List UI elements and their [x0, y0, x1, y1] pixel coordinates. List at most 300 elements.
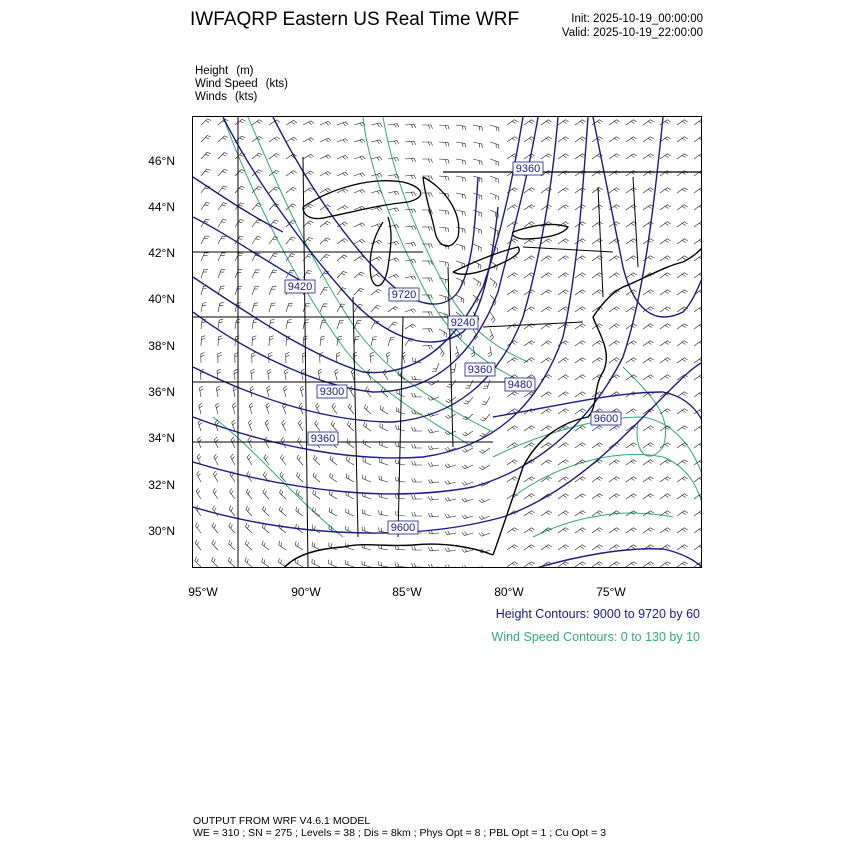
- field-unit: (m): [236, 65, 254, 77]
- wind-barb: [507, 545, 518, 550]
- wind-barb: [269, 170, 279, 176]
- wind-barb: [320, 121, 331, 125]
- wind-barb: [269, 270, 277, 278]
- init-time: Init: 2025-10-19_00:00:00: [571, 13, 703, 25]
- wind-barb: [264, 437, 269, 448]
- wind-barb: [235, 186, 245, 193]
- wind-barb: [643, 290, 654, 295]
- great-lakes-huron: [423, 177, 459, 246]
- wind-barb: [286, 303, 293, 312]
- svg-text:9420: 9420: [287, 281, 313, 293]
- wind-barb: [280, 455, 286, 466]
- wind-barb: [575, 120, 586, 125]
- wind-barb: [643, 205, 654, 210]
- wind-barb: [507, 426, 518, 431]
- wind-barb: [235, 270, 243, 278]
- wind-barb: [592, 562, 603, 567]
- wind-barb: [677, 188, 688, 193]
- wind-barb: [479, 448, 490, 453]
- wind-barb: [660, 358, 671, 363]
- wind-barb: [298, 420, 303, 431]
- wind-barb: [314, 455, 321, 465]
- wind-barb: [267, 386, 271, 397]
- wind-barb: [230, 488, 235, 499]
- wind-barb: [412, 512, 422, 516]
- wind-barb: [228, 557, 235, 567]
- wind-barb: [347, 439, 354, 448]
- wind-barb: [364, 404, 371, 414]
- wind-barb: [232, 420, 236, 431]
- wind-barb: [439, 125, 449, 129]
- wind-barb: [626, 494, 637, 499]
- svg-text:9720: 9720: [391, 289, 417, 301]
- wind-barb: [507, 205, 518, 210]
- wind-barb: [262, 558, 269, 567]
- wind-barb: [405, 276, 416, 280]
- svg-text:9480: 9480: [507, 379, 533, 391]
- state-border: [483, 322, 583, 327]
- wind-barb: [694, 137, 702, 142]
- wind-barb: [575, 528, 586, 533]
- wind-barb: [269, 187, 279, 193]
- height-contour: [193, 117, 541, 392]
- wind-barb: [388, 241, 399, 245]
- wind-barb: [286, 187, 296, 193]
- wind-barb: [575, 341, 586, 346]
- wind-barb: [337, 271, 347, 278]
- wind-barb: [201, 169, 211, 176]
- wind-barb: [197, 471, 201, 482]
- wind-barb: [320, 352, 324, 363]
- wind-barb: [388, 322, 397, 329]
- wind-barb: [660, 409, 671, 414]
- wind-barb: [388, 191, 399, 195]
- wind-barb: [626, 239, 637, 244]
- wind-barb: [336, 352, 340, 363]
- wind-barb: [388, 307, 399, 313]
- wind-barb: [643, 222, 654, 227]
- wind-barb: [677, 137, 688, 142]
- wind-barb: [558, 205, 569, 210]
- wind-barb: [558, 290, 569, 295]
- wind-barb: [575, 392, 586, 397]
- wind-barb: [346, 456, 354, 465]
- wind-barb: [464, 397, 473, 404]
- wind-barb: [694, 528, 702, 533]
- lat-label-46: 46°N: [148, 154, 175, 168]
- wind-barb: [354, 156, 365, 160]
- wind-barb: [609, 375, 620, 380]
- wind-barb: [445, 565, 456, 569]
- wind-barb: [280, 489, 287, 499]
- wind-barb: [201, 236, 209, 244]
- wind-barb: [445, 548, 456, 552]
- svg-text:9360: 9360: [467, 364, 493, 376]
- wind-barb: [412, 376, 422, 380]
- wind-barb: [592, 426, 603, 431]
- lon-label-90: 90°W: [291, 585, 321, 599]
- wind-barb: [246, 523, 253, 533]
- wind-contour: [363, 117, 513, 377]
- wind-barb: [216, 386, 220, 397]
- wind-barb: [245, 558, 252, 568]
- plot-title: IWFAQRP Eastern US Real Time WRF: [190, 9, 520, 30]
- wind-barb: [345, 560, 354, 567]
- wind-barb: [269, 287, 276, 295]
- wind-barb: [677, 239, 688, 244]
- wind-barb: [643, 358, 654, 363]
- wind-barb: [265, 420, 269, 431]
- wind-barb: [507, 120, 518, 125]
- wind-barb: [252, 336, 256, 346]
- wind-barb: [428, 513, 439, 517]
- wind-barb: [462, 465, 473, 469]
- wind-barb: [269, 253, 278, 261]
- wind-barb: [300, 386, 304, 397]
- wind-barb: [445, 514, 456, 518]
- wind-barb: [412, 427, 422, 431]
- wind-barb: [354, 336, 359, 346]
- wind-barb: [677, 324, 688, 329]
- wind-barb: [252, 270, 260, 278]
- wind-barb: [575, 511, 586, 516]
- wind-barb: [329, 560, 337, 567]
- wind-barb: [694, 511, 702, 516]
- wind-barb: [558, 375, 569, 380]
- wind-barb: [354, 139, 365, 143]
- wind-barb: [660, 273, 671, 278]
- wind-barb: [412, 478, 422, 482]
- wind-barb: [218, 169, 228, 176]
- contour-label: [317, 385, 347, 398]
- wind-barb: [354, 288, 364, 295]
- wind-barb: [313, 473, 320, 483]
- wind-barb: [252, 352, 256, 363]
- wind-barb: [216, 403, 220, 414]
- wind-barb: [609, 324, 620, 329]
- wind-barb: [592, 341, 603, 346]
- wind-barb: [524, 494, 535, 499]
- wind-barb: [456, 244, 465, 251]
- wind-barb: [626, 256, 637, 261]
- wind-barb: [405, 324, 416, 329]
- height-contour: [533, 549, 702, 568]
- lat-label-32: 32°N: [148, 478, 175, 492]
- wind-barb: [575, 273, 586, 278]
- wind-barb: [694, 120, 702, 125]
- wind-barb: [465, 380, 473, 388]
- wind-barb: [331, 421, 337, 431]
- wind-barb: [609, 494, 620, 499]
- wind-barb: [195, 557, 201, 567]
- wind-barb: [195, 540, 201, 550]
- wind-barb: [677, 341, 688, 346]
- wind-barb: [422, 329, 433, 333]
- state-border: [353, 297, 358, 537]
- wind-barb: [218, 253, 226, 261]
- wind-barb: [297, 472, 304, 482]
- wind-barb: [479, 532, 490, 536]
- wind-barb: [592, 222, 603, 227]
- wind-barb: [507, 443, 518, 448]
- wind-barb: [282, 420, 286, 431]
- wind-barb: [432, 363, 439, 372]
- wind-barb: [609, 528, 620, 533]
- wind-barb: [694, 341, 702, 346]
- wind-barb: [196, 505, 201, 516]
- wind-barb: [643, 494, 654, 499]
- wind-barb: [541, 426, 552, 431]
- wind-barb: [643, 341, 654, 346]
- wind-barb: [252, 286, 259, 295]
- wind-barb: [473, 159, 482, 165]
- wind-barb: [445, 414, 456, 419]
- wind-barb: [296, 507, 303, 516]
- wind-barb: [268, 369, 272, 380]
- wind-barb: [371, 190, 382, 194]
- wind-barb: [422, 261, 433, 265]
- wind-barb: [541, 375, 552, 380]
- wind-barb: [541, 239, 552, 244]
- wind-barb: [286, 320, 292, 330]
- wind-barb: [298, 437, 303, 448]
- wind-barb: [694, 188, 702, 193]
- wind-barb: [660, 256, 671, 261]
- wind-barb: [395, 477, 405, 482]
- wind-barb: [541, 477, 552, 482]
- wind-barb: [412, 495, 422, 499]
- wind-barb: [405, 309, 416, 313]
- wind-speed-contour-legend: Wind Speed Contours: 0 to 130 by 10: [491, 630, 700, 644]
- wind-barb: [507, 137, 518, 142]
- wind-barb: [643, 477, 654, 482]
- wind-barb: [405, 124, 416, 128]
- wind-barb: [337, 206, 348, 211]
- wind-barb: [677, 290, 688, 295]
- wind-barb: [677, 545, 688, 550]
- contour-label: [465, 363, 495, 376]
- wind-barb: [337, 255, 347, 261]
- wind-barb: [248, 420, 252, 431]
- wind-barb: [558, 358, 569, 363]
- wind-barb: [422, 312, 433, 316]
- wind-barb: [428, 446, 439, 450]
- wind-barb: [363, 440, 371, 448]
- field-name: Wind Speed: [195, 78, 258, 90]
- wind-barb: [218, 336, 222, 346]
- wind-barb: [609, 426, 620, 431]
- wind-barb: [643, 188, 654, 193]
- wind-barb: [507, 528, 518, 533]
- wind-barb: [626, 477, 637, 482]
- wind-barb: [218, 186, 227, 193]
- wind-barb: [445, 497, 456, 501]
- wind-barb: [329, 508, 337, 516]
- wind-barb: [252, 220, 261, 227]
- wind-barb: [592, 205, 603, 210]
- wind-barb: [201, 303, 207, 313]
- wind-barb: [660, 290, 671, 295]
- wind-barb: [405, 158, 416, 162]
- wind-barb: [558, 154, 569, 159]
- wind-barb: [558, 239, 569, 244]
- wind-barb: [462, 431, 473, 436]
- wind-barb: [558, 341, 569, 346]
- wind-barb: [217, 369, 221, 380]
- lat-label-44: 44°N: [148, 200, 175, 214]
- wind-barb: [428, 429, 439, 433]
- wind-barb: [660, 205, 671, 210]
- wind-barb: [335, 369, 339, 380]
- wind-barb: [626, 409, 637, 414]
- wind-barb: [212, 557, 218, 567]
- wind-barb: [235, 119, 246, 125]
- wind-barb: [395, 511, 405, 516]
- wind-barb: [213, 471, 218, 482]
- svg-text:9600: 9600: [390, 522, 416, 534]
- wind-barb: [677, 205, 688, 210]
- wind-barb: [370, 352, 374, 363]
- wind-barb: [235, 170, 245, 177]
- wind-barb: [660, 222, 671, 227]
- lat-label-34: 34°N: [148, 431, 175, 445]
- field-name: Winds: [195, 91, 227, 103]
- wind-barb: [439, 346, 444, 357]
- wind-barb: [332, 403, 337, 414]
- wind-barb: [279, 558, 287, 567]
- wind-barb: [247, 454, 252, 465]
- wind-barb: [575, 545, 586, 550]
- contour-label: [285, 280, 315, 293]
- wind-barb: [337, 139, 348, 143]
- wind-barb: [412, 546, 422, 550]
- wind-barb: [507, 239, 518, 244]
- wind-barb: [218, 352, 222, 363]
- wind-barb: [348, 404, 354, 414]
- wind-barb: [456, 176, 466, 182]
- wind-barb: [337, 155, 348, 159]
- wind-barb: [212, 523, 218, 533]
- wind-barb: [558, 460, 569, 465]
- wind-barb: [541, 358, 552, 363]
- field-unit: (kts): [265, 78, 289, 90]
- wind-barb: [473, 244, 481, 252]
- wind-barb: [479, 465, 490, 470]
- wind-barb: [439, 329, 447, 337]
- wind-barb: [235, 220, 244, 227]
- wind-barb: [643, 562, 654, 567]
- wind-barb: [626, 273, 637, 278]
- wind-barb: [626, 460, 637, 465]
- wind-barb: [405, 226, 416, 230]
- wind-barb: [660, 324, 671, 329]
- wind-barb: [234, 369, 238, 380]
- wind-barb: [541, 154, 552, 159]
- wind-barb: [558, 477, 569, 482]
- wind-barb: [251, 369, 255, 380]
- wind-barb: [677, 358, 688, 363]
- wind-barb: [269, 336, 274, 346]
- wind-barb: [626, 443, 637, 448]
- wind-barb: [462, 481, 473, 485]
- wind-barb: [201, 119, 211, 125]
- wind-barb: [320, 336, 325, 346]
- wind-barb: [284, 386, 288, 397]
- wind-barb: [626, 222, 637, 227]
- wind-barb: [266, 403, 270, 414]
- wind-barb: [558, 409, 569, 414]
- wind-barb: [422, 193, 433, 197]
- wind-barb: [312, 525, 320, 534]
- wind-barb: [481, 397, 490, 405]
- wind-barb: [677, 494, 688, 499]
- wind-barb: [379, 476, 388, 482]
- wind-barb: [462, 532, 473, 536]
- wind-barb: [439, 295, 448, 301]
- wind-barb: [694, 375, 702, 380]
- svg-text:9300: 9300: [319, 386, 345, 398]
- svg-text:9600: 9600: [593, 413, 619, 425]
- wind-barb: [462, 565, 473, 568]
- wind-barb: [507, 460, 518, 465]
- wind-barb: [428, 564, 439, 568]
- wind-barb: [412, 444, 422, 448]
- wind-barb: [422, 278, 433, 282]
- wind-barb: [252, 319, 257, 329]
- wind-barb: [643, 460, 654, 465]
- wind-barb: [263, 506, 270, 516]
- wind-barb: [660, 375, 671, 380]
- wind-barb: [677, 154, 688, 159]
- wind-barb: [231, 454, 236, 465]
- wind-barb: [609, 460, 620, 465]
- wind-barb: [412, 393, 422, 397]
- wind-barb: [677, 477, 688, 482]
- wind-barb: [388, 337, 395, 346]
- wind-barb: [303, 154, 314, 159]
- wind-barb: [524, 545, 535, 550]
- wind-barb: [235, 253, 243, 261]
- wind-barb: [303, 204, 314, 210]
- height-contour: [593, 117, 702, 317]
- wind-barb: [473, 142, 482, 148]
- wind-barb: [364, 422, 371, 431]
- wind-barb: [558, 188, 569, 193]
- height-contour: [193, 117, 663, 494]
- wind-barb: [558, 562, 569, 567]
- wind-barb: [218, 203, 227, 210]
- wind-barb: [524, 256, 535, 261]
- wind-barb: [371, 140, 382, 144]
- wind-barb: [201, 269, 208, 278]
- wind-barb: [318, 369, 322, 380]
- wind-barb: [609, 137, 620, 142]
- wind-barb: [371, 157, 382, 161]
- wind-barb: [286, 171, 297, 176]
- wind-barb: [490, 329, 494, 340]
- wind-barb: [445, 464, 456, 468]
- wind-barb: [269, 303, 276, 312]
- wind-barb: [456, 125, 466, 130]
- wind-barb: [490, 159, 499, 166]
- wind-barb: [694, 324, 702, 329]
- wind-barb: [456, 193, 466, 199]
- wind-barb: [252, 203, 262, 210]
- wind-barb: [660, 154, 671, 159]
- wind-barb: [388, 208, 399, 212]
- wind-barb: [575, 290, 586, 295]
- wind-barb: [456, 159, 466, 164]
